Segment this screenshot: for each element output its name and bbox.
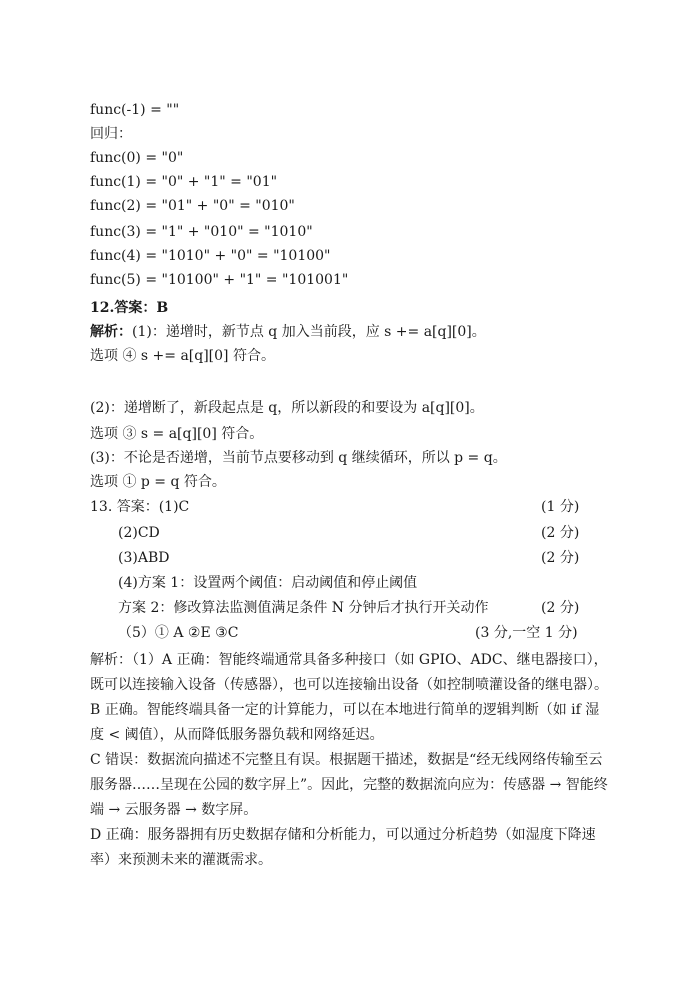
explanation-b: B 正确。智能终端具备一定的计算能力，可以在本地进行简单的逻辑判断（如 if 湿度 < 阈值），从而降低服务器负载和网络延迟。: [90, 702, 600, 743]
q12-option-1: 选项 ④ s += a[q][0] 符合。: [90, 348, 275, 364]
score-label: (1 分): [541, 499, 580, 515]
score-label: (2 分): [541, 525, 580, 541]
q12-option-3: 选项 ① p = q 符合。: [90, 474, 226, 490]
explanation-a: 解析：（1）A 正确：智能终端通常具备多种接口（如 GPIO、ADC、继电器接口），既可以连接输入设备（传感器），也可以连接输出设备（如控制喷灌设备的继电器）。: [90, 652, 608, 693]
score-label: (3 分,一空 1 分): [475, 625, 578, 641]
q13-answer-6: （5）① A ②E ③C: [118, 625, 239, 641]
code-line: func(0) = "0": [90, 150, 184, 166]
analysis-label: 解析：: [90, 324, 132, 340]
code-line: func(3) = "1" + "010" = "1010": [90, 224, 313, 240]
code-line: func(4) = "1010" + "0" = "10100": [90, 248, 331, 264]
q12-option-2: 选项 ③ s = a[q][0] 符合。: [90, 426, 264, 442]
q12-analysis-1: [90, 322, 486, 342]
code-line: 回归：: [90, 126, 132, 142]
code-line: func(2) = "01" + "0" = "010": [90, 198, 295, 214]
score-label: (2 分): [541, 600, 580, 616]
q13-answer-1: 13. 答案：(1)C: [90, 499, 190, 515]
q12-analysis-3: (3)：不论是否递增，当前节点要移动到 q 继续循环，所以 p = q。: [90, 450, 507, 466]
explanation-c: C 错误：数据流向描述不完整且有误。根据题干描述，数据是“经无线网络传输至云服务器……呈现在公园的数字屏上”。因此，完整的数据流向应为：传感器 → 智能终端 → 云服务器 → 数字屏。: [90, 752, 608, 818]
analysis-text: (1)：递增时，新节点 q 加入当前段，应 s += a[q][0]。: [132, 324, 486, 340]
explanation-d: D 正确：服务器拥有历史数据存储和分析能力，可以通过分析趋势（如湿度下降速率）来预测未来的灌溉需求。: [90, 827, 596, 868]
code-line: func(-1) = "": [90, 102, 180, 118]
q13-answer-4: (4)方案 1：设置两个阈值：启动阈值和停止阈值: [118, 575, 418, 591]
q13-answer-5: 方案 2：修改算法监测值满足条件 N 分钟后才执行开关动作: [118, 600, 489, 616]
q12-heading: 12.答案：B: [90, 300, 169, 316]
q13-answer-3: (3)ABD: [118, 550, 170, 566]
score-label: (2 分): [541, 550, 580, 566]
q13-answer-2: (2)CD: [118, 525, 160, 541]
q12-analysis-2: (2)：递增断了，新段起点是 q，所以新段的和要设为 a[q][0]。: [90, 400, 484, 416]
code-line: func(5) = "10100" + "1" = "101001": [90, 272, 349, 288]
code-line: func(1) = "0" + "1" = "01": [90, 174, 278, 190]
